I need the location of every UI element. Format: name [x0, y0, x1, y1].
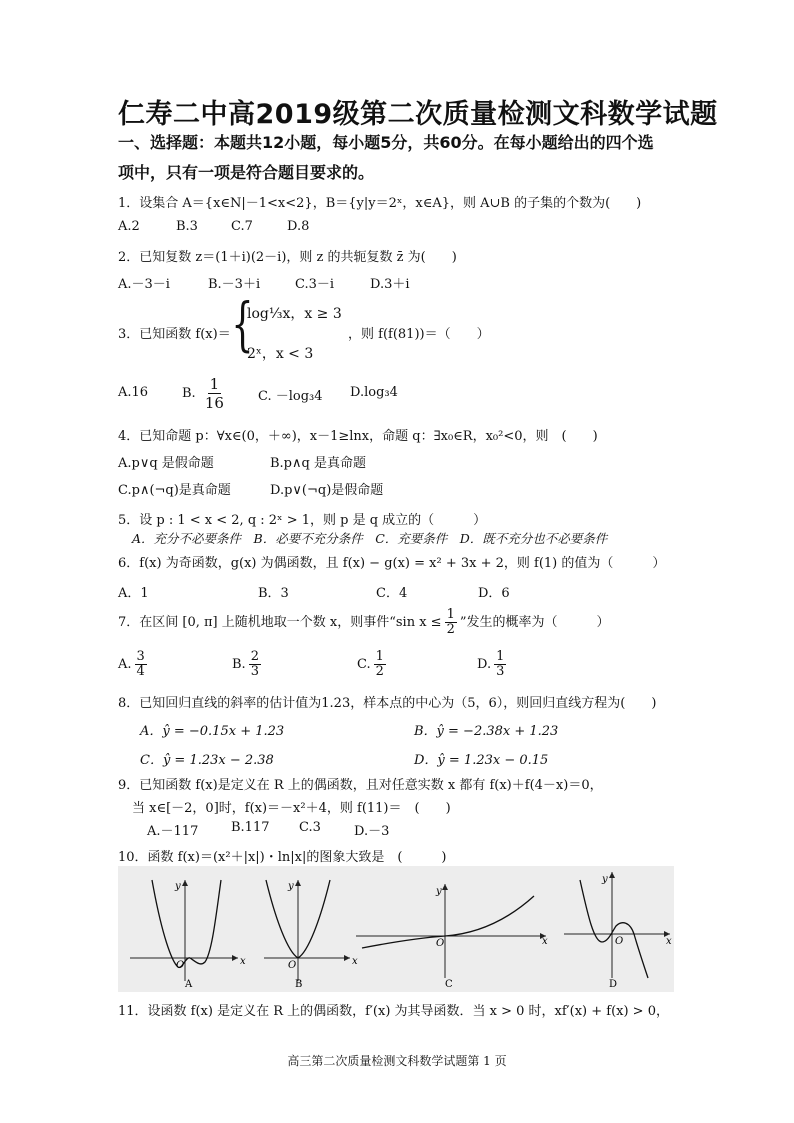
q7-option-c-fraction — [374, 650, 386, 679]
q3-option-b-fraction — [203, 375, 226, 412]
fraction-denominator: 4 — [136, 664, 145, 679]
q4-option-a: A.p∨q 是假命题 — [118, 456, 214, 471]
page-footer: 高三第二次质量检测文科数学试题第 1 页 — [287, 1054, 507, 1068]
q4-option-c: C.p∧(¬q)是真命题 — [118, 483, 231, 498]
graph-c-x-label: x — [542, 936, 548, 947]
q3-piece-1: log⅓x，x ≥ 3 — [247, 306, 342, 322]
q7-option-a-label: A. — [118, 657, 132, 672]
q4-option-b: B.p∧q 是真命题 — [270, 456, 366, 471]
graph-c-y-label: y — [436, 886, 442, 897]
q7-text-a: 7．在区间 [0, π] 上随机地取一个数 x，则事件“sin x ≤ — [118, 615, 442, 630]
q7-option-d-fraction — [494, 650, 506, 679]
graph-a-origin-label: O — [176, 960, 185, 971]
graph-c-label: C — [445, 979, 453, 990]
q3-option-c: C. －log₃4 — [258, 389, 323, 404]
q3-piece-2: 2ˣ，x < 3 — [247, 346, 314, 362]
graph-d-label: D — [609, 979, 618, 990]
q7-text-b: ”发生的概率为（ ） — [459, 615, 610, 630]
q6-option-a: A．1 — [118, 586, 149, 601]
graph-b-origin-label: O — [288, 960, 297, 971]
page-title: 仁寿二中高2019级第二次质量检测文科数学试题 — [118, 99, 718, 130]
q8-option-d: D．ŷ = 1.23x − 0.15 — [414, 753, 549, 768]
question-1: 1．设集合 A＝{x∈N|－1<x<2}，B＝{y|y＝2ˣ，x∈A}，则 A∪B 的子集的个数为( ) — [118, 196, 642, 211]
q4-option-d: D.p∨(¬q)是假命题 — [270, 483, 384, 498]
question-3-prefix: 3．已知函数 f(x)＝ — [118, 327, 231, 342]
question-6: 6．f(x) 为奇函数，g(x) 为偶函数，且 f(x) − g(x) = x² + 3x + 2，则 f(1) 的值为（ ） — [118, 556, 666, 571]
question-2: 2．已知复数 z＝(1＋i)(2－i)，则 z 的共轭复数 z̄ 为( ) — [118, 250, 457, 265]
graph-d-origin-label: O — [615, 936, 624, 947]
question-11: 11．设函数 f(x) 是定义在 R 上的偶函数，f′(x) 为其导函数．当 x > 0 时，xf′(x) + f(x) > 0， — [118, 1004, 669, 1019]
fraction-denominator: 2 — [375, 664, 384, 679]
q1-option-d: D.8 — [287, 219, 310, 234]
question-9-line1: 9．已知函数 f(x)是定义在 R 上的偶函数，且对任意实数 x 都有 f(x)＋f(4－x)＝0， — [118, 778, 603, 793]
graph-d-x-label: x — [666, 936, 672, 947]
fraction-denominator: 3 — [250, 664, 259, 679]
q6-option-d: D．6 — [478, 586, 510, 601]
question-5: 5．设 p : 1 < x < 2, q : 2ˣ > 1，则 p 是 q 成立的（ ） — [118, 513, 487, 528]
q1-option-b: B.3 — [176, 219, 198, 234]
q1-option-a: A.2 — [118, 219, 140, 234]
q2-option-c: C.3－i — [295, 277, 335, 292]
q10-graphs — [118, 866, 674, 992]
fraction-denominator: 2 — [446, 622, 455, 637]
q9-option-d: D.－3 — [354, 824, 390, 839]
q7-option-b-label: B. — [232, 657, 246, 672]
q7-half-fraction — [445, 608, 457, 637]
q7-option-a-fraction — [135, 650, 147, 679]
graph-b-y-label: y — [288, 881, 294, 892]
question-9-line2: 当 x∈[－2，0]时，f(x)＝－x²＋4，则 f(11)＝ ( ) — [132, 801, 451, 816]
q3-option-a: A.16 — [118, 385, 149, 400]
q7-option-d — [477, 650, 509, 679]
fraction-numerator: 3 — [136, 649, 145, 664]
fraction-numerator: 2 — [250, 649, 259, 664]
q2-option-a: A.－3－i — [118, 277, 170, 292]
q3-option-d: D.log₃4 — [350, 385, 398, 400]
q6-option-c: C．4 — [376, 586, 408, 601]
q9-option-c: C.3 — [299, 820, 321, 835]
graph-b-x-label: x — [352, 956, 358, 967]
q7-option-c-label: C. — [357, 657, 371, 672]
question-4: 4．已知命题 p：∀x∈(0，＋∞)，x－1≥lnx，命题 q：∃x₀∈R，x₀²<0，则 ( ) — [118, 429, 598, 444]
q3-option-b-label: B. — [182, 386, 196, 401]
q7-option-b — [232, 650, 264, 679]
q8-option-c: C．ŷ = 1.23x − 2.38 — [140, 753, 274, 768]
section-heading-line1: 一、选择题：本题共12小题，每小题5分，共60分。在每小题给出的四个选 — [118, 133, 654, 152]
q7-option-d-label: D. — [477, 657, 492, 672]
q5-options: A．充分不必要条件 B．必要不充分条件 C．充要条件 D．既不充分也不必要条件 — [132, 531, 608, 546]
question-3-suffix: ，则 f(f(81))＝（ ） — [348, 327, 490, 342]
q9-option-b: B.117 — [231, 820, 270, 835]
graphs-background — [118, 866, 674, 992]
fraction-denominator: 3 — [496, 664, 505, 679]
q9-option-a: A.－117 — [147, 824, 199, 839]
fraction-numerator: 1 — [209, 375, 220, 393]
graph-a-label: A — [185, 979, 193, 990]
graph-b-label: B — [295, 979, 303, 990]
question-10: 10．函数 f(x)＝(x²＋|x|)・ln|x|的图象大致是 ( ) — [118, 850, 447, 865]
graph-a-y-label: y — [175, 881, 181, 892]
q2-option-d: D.3＋i — [370, 277, 410, 292]
piecewise-brace: { — [231, 290, 254, 358]
q7-option-a — [118, 650, 150, 679]
q3-option-b — [182, 375, 229, 412]
section-heading-line2: 项中，只有一项是符合题目要求的。 — [118, 163, 375, 182]
q7-option-c — [357, 650, 389, 679]
q8-option-b: B．ŷ = −2.38x + 1.23 — [414, 724, 559, 739]
q8-option-a: A．ŷ = −0.15x + 1.23 — [140, 724, 285, 739]
fraction-numerator: 1 — [446, 607, 455, 622]
fraction-numerator: 1 — [375, 649, 384, 664]
q1-option-c: C.7 — [231, 219, 253, 234]
q2-option-b: B.－3＋i — [208, 277, 261, 292]
question-7 — [118, 608, 610, 637]
q7-option-b-fraction — [249, 650, 261, 679]
fraction-numerator: 1 — [496, 649, 505, 664]
question-8: 8．已知回归直线的斜率的估计值为1.23，样本点的中心为（5，6），则回归直线方程为( ) — [118, 696, 657, 711]
graph-d-y-label: y — [602, 874, 608, 885]
q6-option-b: B．3 — [258, 586, 289, 601]
fraction-denominator: 16 — [204, 394, 224, 412]
graph-a-x-label: x — [240, 956, 246, 967]
graph-c-origin-label: O — [436, 938, 445, 949]
